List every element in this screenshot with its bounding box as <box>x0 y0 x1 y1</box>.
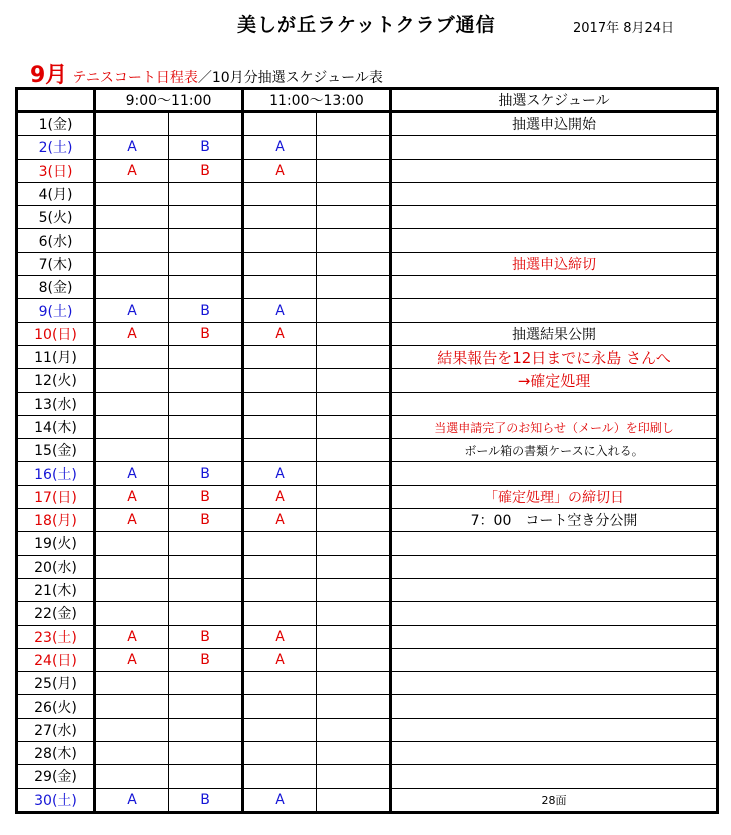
slot-midday-1-cell <box>243 718 317 741</box>
slot-midday-1-cell: A <box>243 509 317 532</box>
table-row <box>17 462 718 485</box>
slot-morning-1-cell <box>95 415 169 438</box>
date-cell: 6(水) <box>17 229 95 252</box>
slot-midday-1-cell <box>243 555 317 578</box>
table-row <box>17 672 718 695</box>
slot-midday-1-cell <box>243 276 317 299</box>
table-row <box>17 485 718 508</box>
date-cell: 16(土) <box>17 462 95 485</box>
table-row <box>17 322 718 345</box>
lottery-schedule-label: ／10月分抽選スケジュール表 <box>197 70 383 86</box>
slot-morning-1-cell <box>95 112 169 136</box>
header-slot-morning: 9:00〜11:00 <box>95 89 243 112</box>
table-row <box>17 182 718 205</box>
lottery-note-cell <box>391 578 718 601</box>
slot-morning-2-cell <box>169 112 243 136</box>
table-row <box>17 532 718 555</box>
lottery-note-cell: 28面 <box>391 788 718 812</box>
slot-morning-1-cell <box>95 369 169 392</box>
date-cell: 28(木) <box>17 742 95 765</box>
slot-morning-2-cell <box>169 742 243 765</box>
date-cell: 10(日) <box>17 322 95 345</box>
lottery-note-cell: →確定処理 <box>391 369 718 392</box>
table-row <box>17 112 718 136</box>
slot-morning-1-cell: A <box>95 788 169 812</box>
lottery-note-cell <box>391 648 718 671</box>
slot-midday-2-cell <box>317 182 391 205</box>
lottery-note-cell <box>391 672 718 695</box>
slot-morning-2-cell: B <box>169 625 243 648</box>
table-row <box>17 555 718 578</box>
lottery-note-cell <box>391 276 718 299</box>
table-row <box>17 788 718 812</box>
slot-midday-1-cell: A <box>243 462 317 485</box>
newsletter-title: 美しが丘ラケットクラブ通信 <box>237 14 496 36</box>
slot-midday-1-cell <box>243 229 317 252</box>
table-row <box>17 648 718 671</box>
table-row <box>17 718 718 741</box>
slot-midday-1-cell <box>243 532 317 555</box>
slot-morning-2-cell <box>169 695 243 718</box>
slot-morning-1-cell <box>95 672 169 695</box>
slot-morning-1-cell: A <box>95 322 169 345</box>
slot-morning-2-cell <box>169 602 243 625</box>
slot-midday-1-cell: A <box>243 788 317 812</box>
slot-morning-1-cell: A <box>95 648 169 671</box>
date-cell: 19(火) <box>17 532 95 555</box>
lottery-note-cell: 抽選申込開始 <box>391 112 718 136</box>
lottery-note-cell <box>391 462 718 485</box>
date-cell: 8(金) <box>17 276 95 299</box>
slot-midday-1-cell: A <box>243 136 317 159</box>
slot-midday-1-cell <box>243 112 317 136</box>
slot-morning-2-cell: B <box>169 509 243 532</box>
slot-midday-1-cell: A <box>243 485 317 508</box>
slot-morning-1-cell <box>95 252 169 275</box>
lottery-note-cell <box>391 765 718 788</box>
lottery-note-cell: 当選申請完了のお知らせ（メール）を印刷し <box>391 415 718 438</box>
table-row <box>17 159 718 182</box>
date-cell: 2(土) <box>17 136 95 159</box>
slot-midday-1-cell <box>243 345 317 368</box>
date-cell: 26(火) <box>17 695 95 718</box>
lottery-note-cell <box>391 206 718 229</box>
slot-morning-1-cell <box>95 229 169 252</box>
slot-midday-2-cell <box>317 509 391 532</box>
schedule-subtitle <box>30 58 383 89</box>
slot-midday-1-cell <box>243 252 317 275</box>
table-row <box>17 299 718 322</box>
slot-midday-2-cell <box>317 648 391 671</box>
slot-midday-1-cell <box>243 602 317 625</box>
slot-midday-2-cell <box>317 229 391 252</box>
slot-morning-1-cell: A <box>95 485 169 508</box>
slot-midday-2-cell <box>317 322 391 345</box>
slot-midday-1-cell <box>243 439 317 462</box>
slot-midday-2-cell <box>317 672 391 695</box>
slot-midday-1-cell <box>243 206 317 229</box>
lottery-note-cell: 7：00 コート空き分公開 <box>391 509 718 532</box>
slot-midday-2-cell <box>317 462 391 485</box>
slot-midday-1-cell <box>243 182 317 205</box>
date-cell: 11(月) <box>17 345 95 368</box>
table-header-row <box>17 89 718 112</box>
slot-midday-1-cell <box>243 392 317 415</box>
slot-midday-2-cell <box>317 718 391 741</box>
slot-morning-1-cell <box>95 439 169 462</box>
lottery-note-cell <box>391 625 718 648</box>
date-cell: 22(金) <box>17 602 95 625</box>
slot-midday-1-cell <box>243 369 317 392</box>
slot-morning-1-cell <box>95 765 169 788</box>
slot-morning-2-cell: B <box>169 788 243 812</box>
table-row <box>17 602 718 625</box>
slot-midday-2-cell <box>317 602 391 625</box>
date-cell: 21(木) <box>17 578 95 601</box>
date-cell: 24(日) <box>17 648 95 671</box>
slot-morning-2-cell: B <box>169 462 243 485</box>
slot-midday-2-cell <box>317 299 391 322</box>
slot-morning-2-cell <box>169 276 243 299</box>
slot-midday-2-cell <box>317 276 391 299</box>
slot-morning-1-cell <box>95 206 169 229</box>
header-date <box>17 89 95 112</box>
table-row <box>17 252 718 275</box>
slot-midday-2-cell <box>317 742 391 765</box>
table-row <box>17 345 718 368</box>
lottery-note-cell: 抽選申込締切 <box>391 252 718 275</box>
lottery-note-cell: 結果報告を12日までに永島 さんへ <box>391 345 718 368</box>
slot-midday-2-cell <box>317 415 391 438</box>
date-cell: 29(金) <box>17 765 95 788</box>
lottery-note-cell: 「確定処理」の締切日 <box>391 485 718 508</box>
lottery-note-cell <box>391 136 718 159</box>
lottery-note-cell <box>391 718 718 741</box>
slot-midday-1-cell: A <box>243 625 317 648</box>
slot-morning-2-cell <box>169 765 243 788</box>
date-cell: 7(木) <box>17 252 95 275</box>
slot-morning-1-cell <box>95 695 169 718</box>
lottery-note-cell <box>391 742 718 765</box>
date-cell: 4(月) <box>17 182 95 205</box>
date-cell: 14(木) <box>17 415 95 438</box>
lottery-note-cell <box>391 229 718 252</box>
table-row <box>17 369 718 392</box>
slot-midday-2-cell <box>317 555 391 578</box>
table-row <box>17 276 718 299</box>
slot-morning-2-cell <box>169 369 243 392</box>
slot-midday-1-cell <box>243 695 317 718</box>
date-cell: 20(水) <box>17 555 95 578</box>
court-schedule-label: テニスコート日程表 <box>72 70 198 86</box>
table-row <box>17 695 718 718</box>
table-row <box>17 625 718 648</box>
table-row <box>17 509 718 532</box>
slot-morning-2-cell <box>169 182 243 205</box>
slot-morning-2-cell <box>169 392 243 415</box>
slot-midday-2-cell <box>317 625 391 648</box>
date-cell: 25(月) <box>17 672 95 695</box>
table-row <box>17 578 718 601</box>
lottery-note-cell <box>391 555 718 578</box>
slot-midday-2-cell <box>317 206 391 229</box>
slot-midday-2-cell <box>317 136 391 159</box>
slot-midday-1-cell <box>243 742 317 765</box>
lottery-note-cell <box>391 392 718 415</box>
slot-midday-2-cell <box>317 369 391 392</box>
date-cell: 15(金) <box>17 439 95 462</box>
lottery-note-cell <box>391 182 718 205</box>
slot-morning-1-cell <box>95 392 169 415</box>
date-cell: 1(金) <box>17 112 95 136</box>
slot-morning-1-cell <box>95 742 169 765</box>
issue-date: 2017年 8月24日 <box>573 21 675 36</box>
slot-morning-1-cell: A <box>95 509 169 532</box>
date-cell: 13(水) <box>17 392 95 415</box>
slot-midday-2-cell <box>317 392 391 415</box>
date-cell: 27(水) <box>17 718 95 741</box>
month-label: 9月 <box>30 63 68 88</box>
lottery-note-cell: ボール箱の書類ケースに入れる。 <box>391 439 718 462</box>
slot-morning-2-cell: B <box>169 648 243 671</box>
slot-midday-1-cell <box>243 765 317 788</box>
slot-midday-2-cell <box>317 578 391 601</box>
date-cell: 3(日) <box>17 159 95 182</box>
slot-morning-1-cell <box>95 345 169 368</box>
date-cell: 9(土) <box>17 299 95 322</box>
slot-morning-2-cell <box>169 718 243 741</box>
date-cell: 5(火) <box>17 206 95 229</box>
slot-morning-1-cell <box>95 602 169 625</box>
schedule-body <box>17 112 718 813</box>
table-row <box>17 439 718 462</box>
slot-midday-2-cell <box>317 532 391 555</box>
slot-morning-2-cell <box>169 578 243 601</box>
slot-morning-2-cell <box>169 532 243 555</box>
slot-midday-2-cell <box>317 788 391 812</box>
slot-morning-1-cell <box>95 555 169 578</box>
slot-midday-1-cell: A <box>243 159 317 182</box>
slot-midday-1-cell <box>243 415 317 438</box>
date-cell: 17(日) <box>17 485 95 508</box>
slot-midday-2-cell <box>317 345 391 368</box>
slot-morning-2-cell: B <box>169 136 243 159</box>
slot-morning-1-cell <box>95 276 169 299</box>
date-cell: 30(土) <box>17 788 95 812</box>
lottery-note-cell <box>391 532 718 555</box>
slot-morning-2-cell <box>169 252 243 275</box>
table-row <box>17 415 718 438</box>
table-row <box>17 765 718 788</box>
date-cell: 23(土) <box>17 625 95 648</box>
table-row <box>17 229 718 252</box>
slot-morning-1-cell <box>95 182 169 205</box>
lottery-note-cell <box>391 602 718 625</box>
slot-midday-1-cell <box>243 578 317 601</box>
slot-morning-1-cell <box>95 578 169 601</box>
slot-morning-2-cell <box>169 439 243 462</box>
lottery-note-cell <box>391 299 718 322</box>
lottery-note-cell <box>391 159 718 182</box>
slot-morning-1-cell <box>95 718 169 741</box>
header-slot-midday: 11:00〜13:00 <box>243 89 391 112</box>
slot-morning-2-cell: B <box>169 299 243 322</box>
slot-morning-1-cell: A <box>95 299 169 322</box>
table-row <box>17 742 718 765</box>
lottery-note-cell: 抽選結果公開 <box>391 322 718 345</box>
slot-morning-2-cell <box>169 229 243 252</box>
slot-morning-2-cell <box>169 345 243 368</box>
slot-morning-2-cell <box>169 672 243 695</box>
slot-midday-2-cell <box>317 765 391 788</box>
date-cell: 18(月) <box>17 509 95 532</box>
slot-midday-1-cell: A <box>243 299 317 322</box>
header-lottery-schedule: 抽選スケジュール <box>391 89 718 112</box>
slot-morning-1-cell: A <box>95 136 169 159</box>
slot-morning-2-cell: B <box>169 322 243 345</box>
slot-midday-2-cell <box>317 695 391 718</box>
slot-morning-2-cell <box>169 415 243 438</box>
slot-morning-2-cell <box>169 555 243 578</box>
date-cell: 12(火) <box>17 369 95 392</box>
lottery-note-cell <box>391 695 718 718</box>
slot-morning-2-cell: B <box>169 159 243 182</box>
slot-midday-2-cell <box>317 159 391 182</box>
slot-morning-1-cell: A <box>95 462 169 485</box>
court-schedule-table <box>15 87 719 814</box>
slot-midday-1-cell <box>243 672 317 695</box>
slot-morning-1-cell <box>95 532 169 555</box>
slot-midday-1-cell: A <box>243 322 317 345</box>
slot-morning-2-cell <box>169 206 243 229</box>
table-row <box>17 392 718 415</box>
slot-midday-1-cell: A <box>243 648 317 671</box>
slot-midday-2-cell <box>317 439 391 462</box>
slot-morning-1-cell: A <box>95 159 169 182</box>
table-row <box>17 136 718 159</box>
slot-midday-2-cell <box>317 252 391 275</box>
slot-midday-2-cell <box>317 112 391 136</box>
slot-morning-1-cell: A <box>95 625 169 648</box>
slot-morning-2-cell: B <box>169 485 243 508</box>
table-row <box>17 206 718 229</box>
slot-midday-2-cell <box>317 485 391 508</box>
